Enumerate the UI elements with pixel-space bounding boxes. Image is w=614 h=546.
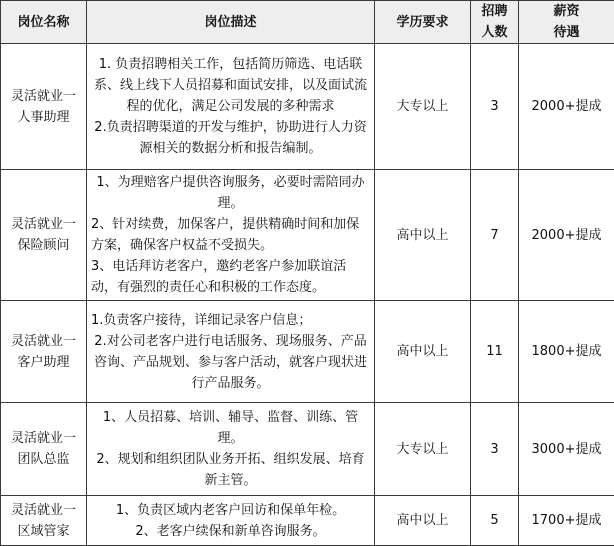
position-name-line: 人事助理 <box>5 107 82 128</box>
table-row <box>1 403 614 496</box>
headcount-cell: 7 <box>471 170 519 301</box>
position-name-line: 灵活就业一 <box>5 86 82 107</box>
education-cell: 高中以上 <box>375 170 471 301</box>
description-paragraph: 2、老客户续保和新单咨询服务。 <box>91 521 370 542</box>
headcount-cell: 3 <box>471 403 519 496</box>
education-cell: 大专以上 <box>375 44 471 170</box>
description-paragraph: 2.对公司老客户进行电话服务、现场服务、产品咨询、产品规划、参与客户活动，就客户现状进行产品服务。 <box>91 331 370 394</box>
description-paragraph: 1、人员招募、培训、辅导、监督、训练、管理。 <box>91 407 370 449</box>
headcount-cell: 5 <box>471 496 519 546</box>
description-paragraph: 2、针对续费，加保客户，提供精确时间和加保方案，确保客户权益不受损失。 <box>91 214 370 256</box>
header-salary-text: 薪资 待遇 <box>553 4 579 40</box>
description-paragraph: 1.负责客户接待，详细记录客户信息； <box>91 310 370 331</box>
salary-cell: 1700+提成 <box>519 496 614 546</box>
education-cell: 高中以上 <box>375 301 471 403</box>
salary-cell: 2000+提成 <box>519 170 614 301</box>
position-name-cell <box>1 496 87 546</box>
description-paragraph: 1、负责区域内老客户回访和保单年检。 <box>91 500 370 521</box>
description-cell <box>87 301 375 403</box>
description-paragraph: 2、规划和组织团队业务开拓、组织发展、培育新主管。 <box>91 449 370 491</box>
position-name-line: 区域管家 <box>5 521 82 542</box>
table-row <box>1 496 614 546</box>
headcount-cell: 11 <box>471 301 519 403</box>
position-name-cell <box>1 170 87 301</box>
header-position-description: 岗位描述 <box>87 1 375 44</box>
position-name-line: 保险顾问 <box>5 235 82 256</box>
table-row <box>1 170 614 301</box>
header-headcount-text: 招聘 人数 <box>481 4 507 40</box>
description-paragraph: 1. 负责招聘相关工作，包括简历筛选、电话联系、线上线下人员招募和面试安排，以及面试流程的优化，满足公司发展的多种需求 <box>91 54 370 117</box>
headcount-cell: 3 <box>471 44 519 170</box>
education-cell: 大专以上 <box>375 403 471 496</box>
education-cell: 高中以上 <box>375 496 471 546</box>
header-salary <box>519 1 614 44</box>
position-name-cell <box>1 403 87 496</box>
description-paragraph: 3、电话拜访老客户，邀约老客户参加联谊活动，有强烈的责任心和积极的工作态度。 <box>91 256 370 298</box>
description-cell <box>87 403 375 496</box>
table-row <box>1 301 614 403</box>
header-headcount <box>471 1 519 44</box>
position-name-cell <box>1 44 87 170</box>
position-name-line: 灵活就业一 <box>5 331 82 352</box>
position-name-line: 灵活就业一 <box>5 500 82 521</box>
description-paragraph: 1、为理赔客户提供咨询服务，必要时需陪同办理。 <box>91 172 370 214</box>
position-name-line: 灵活就业一 <box>5 214 82 235</box>
salary-cell: 3000+提成 <box>519 403 614 496</box>
position-name-cell <box>1 301 87 403</box>
position-name-line: 客户助理 <box>5 352 82 373</box>
salary-cell: 1800+提成 <box>519 301 614 403</box>
description-cell <box>87 44 375 170</box>
description-paragraph: 2.负责招聘渠道的开发与维护，协助进行人力资源相关的数据分析和报告编制。 <box>91 117 370 159</box>
salary-cell: 2000+提成 <box>519 44 614 170</box>
table-row <box>1 44 614 170</box>
description-cell <box>87 496 375 546</box>
position-name-line: 灵活就业一 <box>5 428 82 449</box>
position-name-line: 团队总监 <box>5 449 82 470</box>
description-cell <box>87 170 375 301</box>
header-education: 学历要求 <box>375 1 471 44</box>
header-row <box>1 1 614 44</box>
header-position-name: 岗位名称 <box>1 1 87 44</box>
